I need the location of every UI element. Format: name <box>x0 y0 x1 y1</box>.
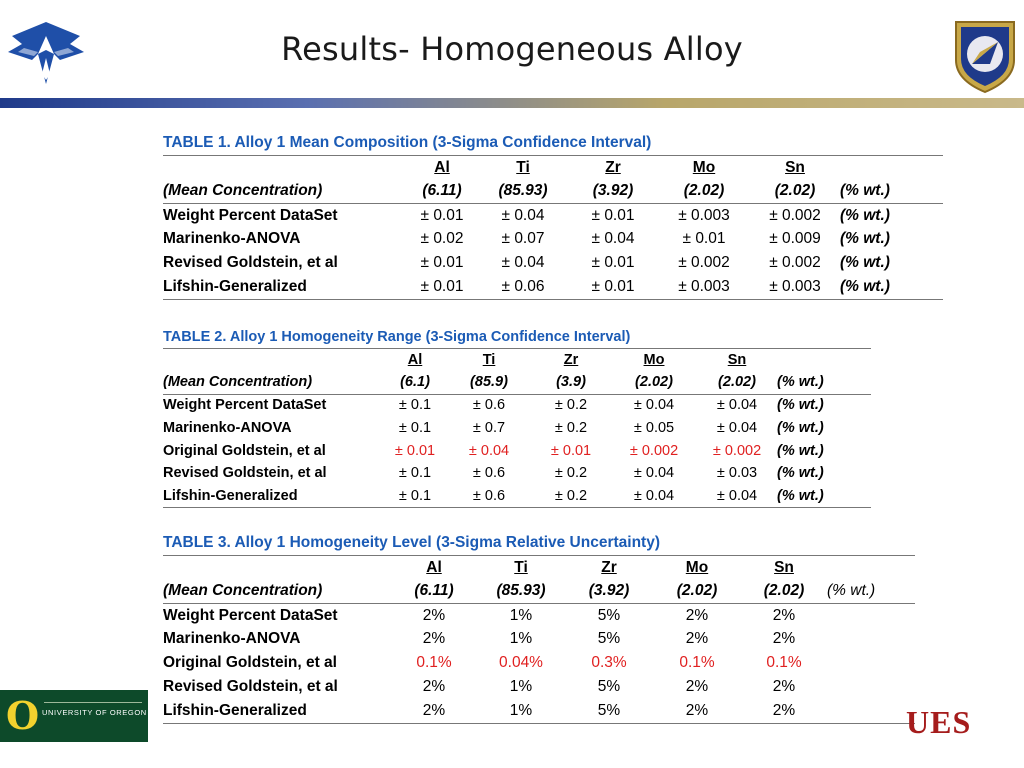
mean-concentration-value: (2.02) <box>741 579 827 603</box>
element-header: Zr <box>563 352 579 369</box>
cell-value: 0.3% <box>591 654 627 672</box>
row-unit: (% wt.) <box>840 275 943 299</box>
row-label: Revised Goldstein, et al <box>163 254 338 272</box>
row-unit: (% wt.) <box>840 206 890 224</box>
cell-value: ± 0.009 <box>769 230 821 248</box>
cell-value: ± 0.7 <box>472 419 506 436</box>
element-header: Sn <box>727 352 747 369</box>
cell-value: ± 0.01 <box>591 206 635 224</box>
element-header: Ti <box>516 158 530 176</box>
cell-value: ± 0.6 <box>472 465 506 482</box>
cell-value: ± 0.2 <box>531 485 611 508</box>
row-label: Weight Percent DataSet <box>163 206 338 224</box>
cell-value: 0.1% <box>416 654 452 672</box>
cell-value: ± 0.01 <box>568 275 658 299</box>
cell-value: 1% <box>477 699 565 723</box>
cell-value: 2% <box>653 699 741 723</box>
cell-value: ± 0.01 <box>406 275 478 299</box>
cell-value: ± 0.2 <box>554 465 588 482</box>
cell-value: ± 0.1 <box>398 465 432 482</box>
mean-concentration-label: (Mean Concentration) <box>163 371 383 394</box>
row-unit: (% wt.) <box>840 254 890 272</box>
cell-value: ± 0.04 <box>716 419 758 436</box>
mean-concentration-value: (85.93) <box>478 179 568 203</box>
uo-logo-text: UNIVERSITY OF OREGON <box>42 708 147 717</box>
cell-value: ± 0.003 <box>658 275 750 299</box>
row-label: Revised Goldstein, et al <box>163 465 327 482</box>
table-row <box>163 675 915 699</box>
cell-value: ± 0.01 <box>550 442 592 459</box>
mean-concentration-value: (6.11) <box>406 179 478 203</box>
row-unit: (% wt.) <box>777 419 824 436</box>
cell-value: 2% <box>422 678 446 696</box>
row-label: Original Goldstein, et al <box>163 442 326 459</box>
university-of-oregon-logo <box>0 690 148 742</box>
element-header: Ti <box>514 558 528 576</box>
cell-value: 1% <box>509 630 533 648</box>
table-1-caption: TABLE 1. Alloy 1 Mean Composition (3-Sigma Confidence Interval) <box>163 131 943 155</box>
table-2-caption: TABLE 2. Alloy 1 Homogeneity Range (3-Sigma Confidence Interval) <box>163 326 871 349</box>
unit-label: (% wt.) <box>840 179 943 203</box>
element-header: Sn <box>785 158 805 176</box>
mean-concentration-value: (2.02) <box>653 579 741 603</box>
mean-concentration-label: (Mean Concentration) <box>163 579 391 603</box>
mean-concentration-value: (3.9) <box>531 371 611 394</box>
table-row <box>163 462 871 485</box>
cell-value: ± 0.04 <box>611 485 697 508</box>
cell-value: 2% <box>422 606 446 624</box>
cell-value: 2% <box>685 678 709 696</box>
table-1 <box>163 131 943 300</box>
cell-value: ± 0.002 <box>769 254 821 272</box>
table-row <box>163 275 943 299</box>
cell-value: 2% <box>741 699 827 723</box>
element-header: Al <box>426 558 442 576</box>
row-label: Lifshin-Generalized <box>163 699 391 723</box>
element-header: Zr <box>601 558 617 576</box>
mean-concentration-value: (2.02) <box>750 179 840 203</box>
element-header: Ti <box>482 352 496 369</box>
ues-logo: UES <box>906 704 972 740</box>
cell-value: ± 0.06 <box>478 275 568 299</box>
mean-concentration-value: (2.02) <box>697 371 777 394</box>
cell-value: 1% <box>509 606 533 624</box>
mean-concentration-value: (2.02) <box>611 371 697 394</box>
row-label: Revised Goldstein, et al <box>163 678 338 696</box>
table-row <box>163 417 871 440</box>
cell-value: ± 0.1 <box>383 485 447 508</box>
row-label: Lifshin-Generalized <box>163 485 383 508</box>
cell-value: 2% <box>772 678 796 696</box>
element-header: Zr <box>605 158 621 176</box>
table-row <box>163 394 871 417</box>
table-row-highlight <box>163 651 915 675</box>
cell-value: ± 0.04 <box>591 230 635 248</box>
header-divider <box>0 98 1024 108</box>
cell-value: 2% <box>422 630 446 648</box>
row-label: Weight Percent DataSet <box>163 606 338 624</box>
cell-value: 5% <box>565 699 653 723</box>
row-label: Weight Percent DataSet <box>163 397 327 414</box>
cell-value: ± 0.05 <box>633 419 675 436</box>
row-unit: (% wt.) <box>777 397 824 414</box>
mean-concentration-label: (Mean Concentration) <box>163 179 406 203</box>
cell-value: ± 0.04 <box>501 254 545 272</box>
cell-value: ± 0.02 <box>420 230 464 248</box>
cell-value: ± 0.07 <box>501 230 545 248</box>
table-row <box>163 485 871 508</box>
cell-value: ± 0.2 <box>554 397 588 414</box>
table-row <box>163 699 915 723</box>
table-row <box>163 227 943 251</box>
table-2 <box>163 326 871 508</box>
element-header: Al <box>434 158 450 176</box>
row-unit: (% wt.) <box>840 230 890 248</box>
element-header: Mo <box>685 558 709 576</box>
mean-concentration-value: (3.92) <box>565 579 653 603</box>
mean-concentration-value: (6.1) <box>383 371 447 394</box>
element-header: Sn <box>774 558 794 576</box>
mean-concentration-value: (2.02) <box>658 179 750 203</box>
cell-value: ± 0.002 <box>678 254 730 272</box>
cell-value: 2% <box>391 699 477 723</box>
row-unit: (% wt.) <box>777 485 871 508</box>
row-unit: (% wt.) <box>777 442 824 459</box>
row-label: Marinenko-ANOVA <box>163 630 301 648</box>
cell-value: ± 0.003 <box>750 275 840 299</box>
row-label: Marinenko-ANOVA <box>163 230 301 248</box>
unit-label: (% wt.) <box>777 371 871 394</box>
cell-value: ± 0.01 <box>682 230 726 248</box>
cell-value: 0.1% <box>766 654 802 672</box>
table-row-highlight <box>163 439 871 462</box>
table-3-caption: TABLE 3. Alloy 1 Homogeneity Level (3-Sigma Relative Uncertainty) <box>163 531 915 555</box>
row-unit: (% wt.) <box>777 465 824 482</box>
element-header: Mo <box>643 352 665 369</box>
mean-concentration-value: (85.9) <box>447 371 531 394</box>
cell-value: ± 0.01 <box>420 254 464 272</box>
cell-value: 2% <box>772 630 796 648</box>
cell-value: 1% <box>509 678 533 696</box>
table-row <box>163 603 915 627</box>
cell-value: ± 0.1 <box>398 419 432 436</box>
cell-value: ± 0.04 <box>633 397 675 414</box>
cell-value: ± 0.6 <box>472 397 506 414</box>
mean-concentration-value: (85.93) <box>477 579 565 603</box>
cell-value: 5% <box>597 606 621 624</box>
cell-value: ± 0.2 <box>554 419 588 436</box>
afrl-shield-logo <box>950 14 1020 94</box>
cell-value: ± 0.03 <box>716 465 758 482</box>
cell-value: ± 0.04 <box>697 485 777 508</box>
unit-label: (% wt.) <box>827 579 915 603</box>
cell-value: ± 0.002 <box>629 442 679 459</box>
element-header: Al <box>407 352 423 369</box>
cell-value: ± 0.01 <box>394 442 436 459</box>
cell-value: ± 0.04 <box>468 442 510 459</box>
row-label: Lifshin-Generalized <box>163 275 406 299</box>
cell-value: ± 0.1 <box>398 397 432 414</box>
uo-o-letter: O <box>6 693 40 738</box>
cell-value: ± 0.002 <box>769 206 821 224</box>
cell-value: ± 0.04 <box>716 397 758 414</box>
table-3 <box>163 531 915 724</box>
cell-value: 5% <box>597 678 621 696</box>
cell-value: 0.04% <box>499 654 543 672</box>
cell-value: 2% <box>772 606 796 624</box>
slide-title: Results- Homogeneous Alloy <box>281 30 743 68</box>
cell-value: ± 0.01 <box>591 254 635 272</box>
cell-value: 2% <box>685 630 709 648</box>
cell-value: 0.1% <box>679 654 715 672</box>
table-row <box>163 251 943 275</box>
mean-concentration-value: (6.11) <box>391 579 477 603</box>
cell-value: ± 0.6 <box>447 485 531 508</box>
row-label: Original Goldstein, et al <box>163 654 337 672</box>
table-row <box>163 203 943 227</box>
cell-value: ± 0.04 <box>501 206 545 224</box>
table-row <box>163 627 915 651</box>
cell-value: ± 0.01 <box>420 206 464 224</box>
cell-value: ± 0.04 <box>633 465 675 482</box>
row-label: Marinenko-ANOVA <box>163 419 292 436</box>
mean-concentration-value: (3.92) <box>568 179 658 203</box>
cell-value: ± 0.003 <box>678 206 730 224</box>
cell-value: 2% <box>685 606 709 624</box>
cell-value: ± 0.002 <box>712 442 762 459</box>
element-header: Mo <box>692 158 716 176</box>
cell-value: 5% <box>597 630 621 648</box>
